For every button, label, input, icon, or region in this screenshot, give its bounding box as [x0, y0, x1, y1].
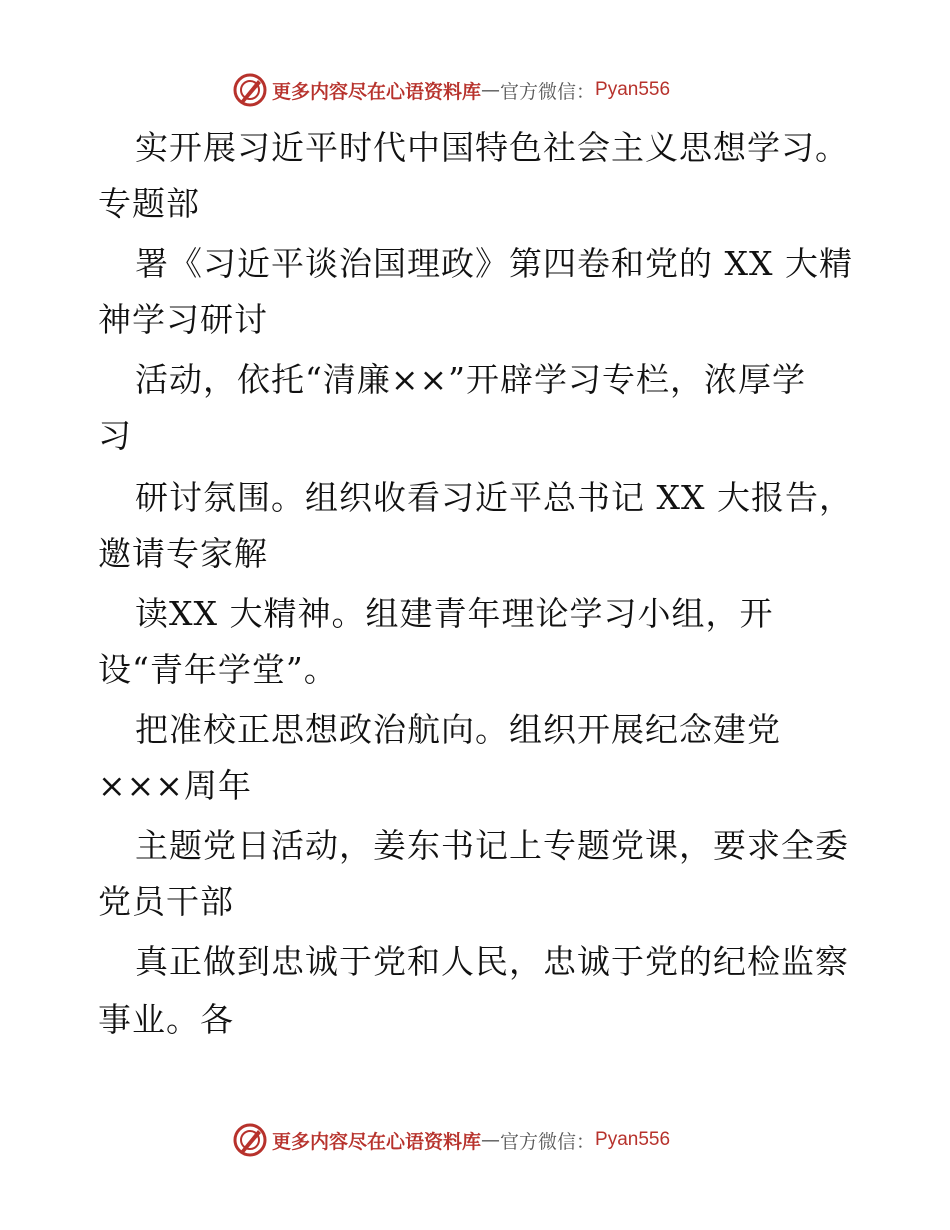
paragraph-4-first-line: 研讨氛围。组织收看习近平总书记 XX 大报告， [135, 478, 853, 517]
watermark-dash: — [481, 1129, 501, 1151]
paragraph-6-first-line: 把准校正思想政治航向。组织开展纪念建党 [135, 710, 781, 749]
watermark-label: 官方微信： [500, 80, 596, 103]
watermark-id: Pyan556 [595, 79, 671, 100]
paragraph-3-continuation: 习 [98, 416, 132, 455]
header-watermark [232, 70, 670, 110]
watermark-brand: 更多内容尽在心语资料库 [272, 80, 482, 103]
quill-logo-icon [232, 1122, 268, 1158]
paragraph-2-first-line: 署《习近平谈治国理政》第四卷和党的 XX 大精 [135, 244, 853, 283]
paragraph-1-continuation: 专题部 [98, 184, 200, 223]
paragraph-6-continuation: ×××周年 [98, 766, 252, 805]
paragraph-5-continuation: 设“青年学堂”。 [98, 650, 338, 689]
paragraph-4-continuation: 邀请专家解 [98, 534, 268, 573]
paragraph-3-first-line: 活动，依托“清廉××”开辟学习专栏，浓厚学 [135, 360, 807, 399]
watermark-brand: 更多内容尽在心语资料库 [272, 1130, 482, 1153]
quill-logo-icon [232, 72, 268, 108]
paragraph-7-first-line: 主题党日活动，姜东书记上专题党课，要求全委 [135, 826, 849, 865]
paragraph-1-first-line: 实开展习近平时代中国特色社会主义思想学习。 [135, 128, 849, 167]
paragraph-5-first-line: 读XX 大精神。组建青年理论学习小组，开 [135, 594, 774, 633]
watermark-label: 官方微信： [500, 1130, 596, 1153]
paragraph-8-continuation: 事业。各 [98, 1000, 234, 1039]
watermark-dash: — [481, 79, 501, 101]
footer-watermark [232, 1120, 670, 1160]
watermark-id: Pyan556 [595, 1129, 671, 1150]
paragraph-8-first-line: 真正做到忠诚于党和人民，忠诚于党的纪检监察 [135, 942, 849, 981]
paragraph-2-continuation: 神学习研讨 [98, 300, 268, 339]
paragraph-7-continuation: 党员干部 [98, 882, 234, 921]
